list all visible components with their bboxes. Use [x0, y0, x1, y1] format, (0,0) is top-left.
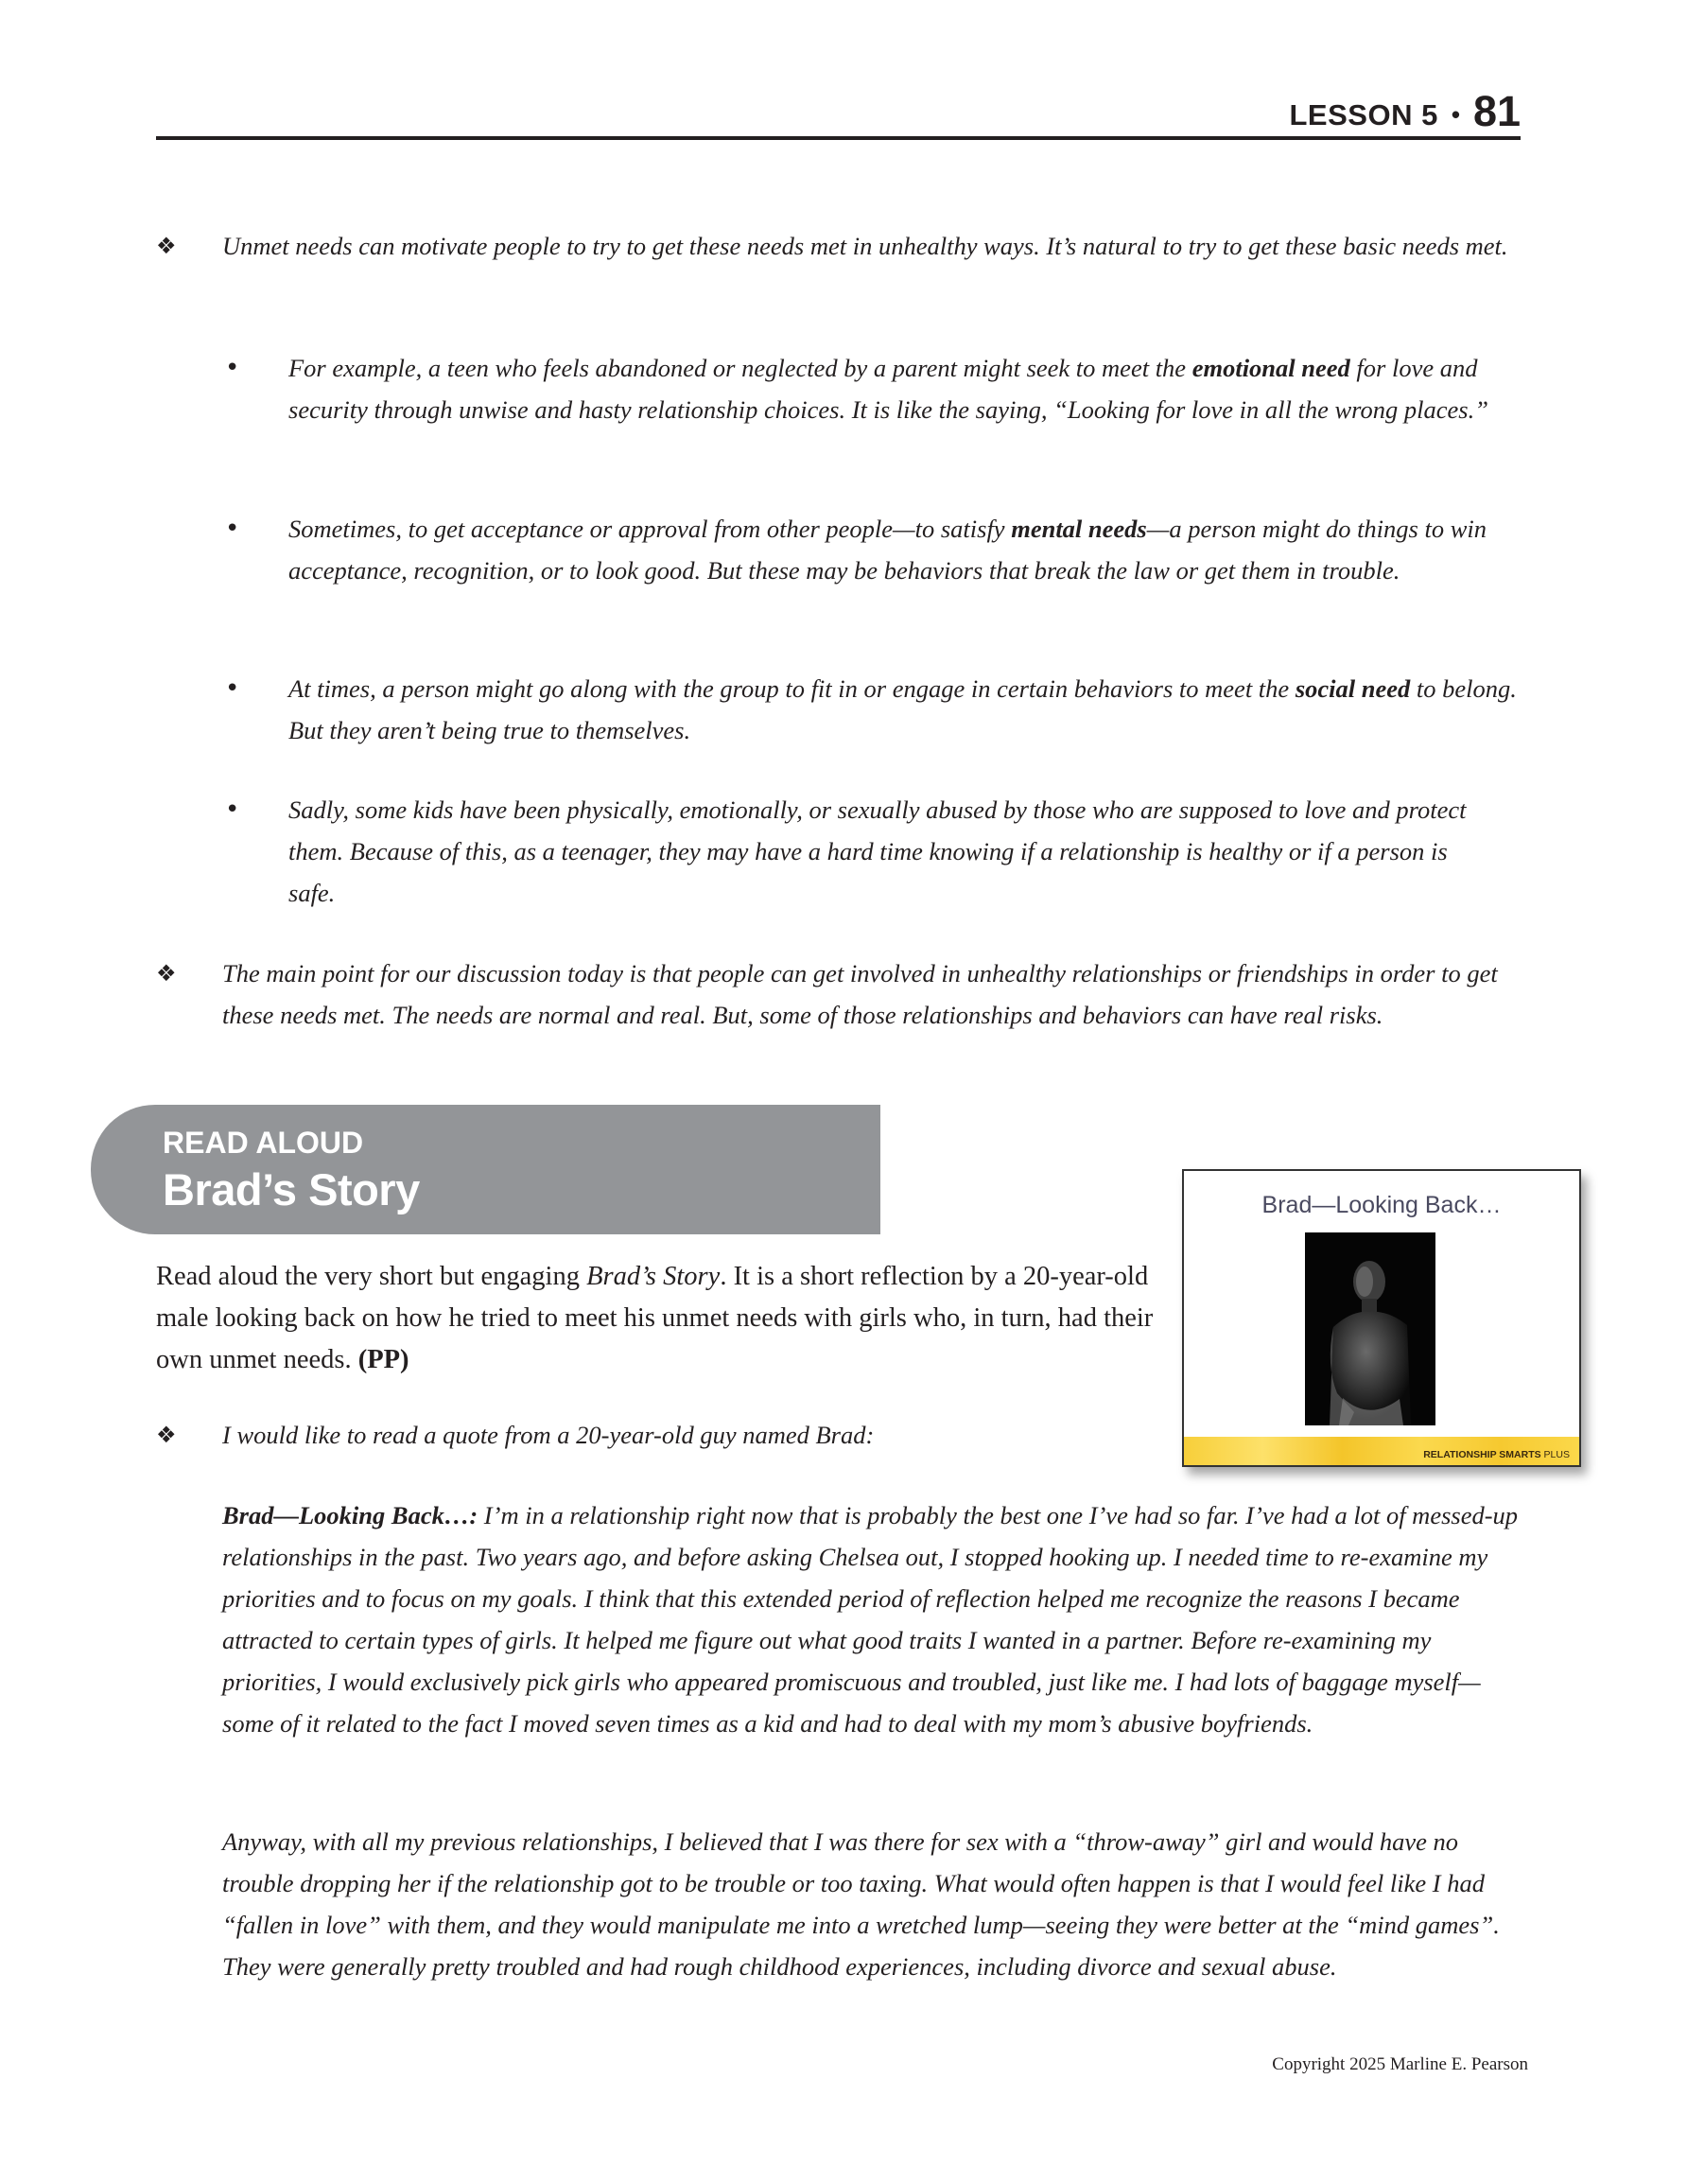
sub-bullet-mental-needs — [288, 508, 1527, 591]
text-segment: —a person might do things to win acceptance, recognition, or to look good. But these may be behaviors that break the law or get them in trouble. — [288, 515, 1487, 585]
portrait-photo — [1305, 1232, 1435, 1425]
emphasis: emotional need — [1191, 354, 1350, 382]
text-segment: . It is a short reflection by a 20-year-old male looking back on how he tried to meet his unmet needs with girls who, in turn, had their own unmet needs. — [156, 1262, 1154, 1374]
diamond-bullet-icon: ❖ — [156, 233, 177, 259]
copyright-notice: Copyright 2025 Marline E. Pearson — [1272, 2054, 1528, 2074]
story-title-italic: Brad’s Story — [586, 1262, 721, 1291]
text-segment: Read aloud the very short but engaging — [156, 1262, 587, 1291]
text-segment: for love and security through unwise and hasty relationship choices. It is like the saying, “Looking for love in all the wrong places.” — [288, 354, 1488, 424]
brand-name: RELATIONSHIP SMARTS — [1423, 1449, 1541, 1460]
bullet-dot-icon: • — [225, 515, 240, 543]
intro-paragraph — [156, 1256, 1158, 1381]
quote-label: Brad—Looking Back…: — [222, 1501, 478, 1529]
bullet-main-point: The main point for our discussion today is that people can get involved in unhealthy relationships or friendships in order to get these needs met. The needs are normal and real. But, some of those relationships and behaviors can have real risks. — [222, 959, 1498, 1029]
lesson-label: LESSON 5 — [1289, 98, 1438, 131]
quote-paragraph-1 — [222, 1494, 1527, 1744]
emphasis: social need — [1295, 674, 1411, 703]
bullet-dot-icon: • — [225, 354, 240, 382]
sub-bullet-social-need — [288, 668, 1527, 751]
brand-suffix: PLUS — [1540, 1449, 1570, 1460]
bullet-unmet-needs: Unmet needs can motivate people to try to get these needs met in unhealthy ways. It’s natural to try to get these basic needs met. — [222, 232, 1508, 260]
text-segment: Sometimes, to get acceptance or approval from other people—to satisfy — [288, 515, 1012, 543]
bullet-dot-icon: • — [225, 795, 240, 824]
bullet-dot-icon: • — [225, 674, 240, 703]
brand-logo — [1423, 1449, 1570, 1460]
sub-bullet-abuse — [288, 789, 1499, 914]
pp-marker: (PP) — [357, 1345, 409, 1374]
page-number: 81 — [1472, 87, 1521, 135]
banner-kicker: READ ALOUD — [163, 1126, 364, 1160]
quote-paragraph-2: Anyway, with all my previous relationships, I believed that I was there for sex with a “throw-away” girl and would have no trouble dropping her if the relationship got to be trouble or too taxing. What would often happen is that I would feel like I had “fallen in love” with them, and they would manipulate me into a wretched lump—seeing they were better at the “mind games”. They were generally pretty troubled and had rough childhood experiences, including divorce and sexual abuse. — [222, 1827, 1500, 1981]
banner-title: Brad’s Story — [163, 1164, 420, 1214]
text-segment: Sadly, some kids have been physically, emotionally, or sexually abused by those who are supposed to love and protect them. Because of this, as a teenager, they may have a hard time knowing if a relationship is healthy or if a person is safe. — [288, 795, 1467, 907]
text-segment: For example, a teen who feels abandoned or neglected by a parent might seek to meet the — [288, 354, 1192, 382]
text-segment: I’m in a relationship right now that is probably the best one I’ve had so far. I’ve had a lot of messed-up relationships in the past. Two years ago, and before asking Chelsea out, I stopped hooking up. I needed time to re-examine my priorities and to focus on my goals. I think that this extended period of reflection helped me recognize the reasons I became attracted to certain types of girls. It helped me figure out what good traits I wanted in a partner. Before re-examining my priorities, I would exclusively pick girls who appeared promiscuous and troubled, just like me. I had lots of baggage myself—some of it related to the fact I moved seven times as a kid and had to deal with my mom’s abusive boyfriends. — [222, 1501, 1519, 1738]
text-segment: to belong. But they aren’t being true to themselves. — [288, 674, 1517, 744]
emphasis: mental needs — [1011, 515, 1147, 543]
header-separator: • — [1451, 100, 1460, 129]
page-header — [156, 87, 1521, 140]
sub-bullet-emotional-need — [288, 347, 1527, 430]
slide-title: Brad—Looking Back… — [1261, 1192, 1502, 1218]
text-segment: At times, a person might go along with the group to fit in or engage in certain behaviors to meet the — [288, 674, 1296, 703]
diamond-bullet-icon: ❖ — [156, 1422, 177, 1448]
slide-thumbnail — [1182, 1169, 1581, 1467]
read-aloud-banner — [91, 1105, 880, 1234]
diamond-bullet-icon: ❖ — [156, 960, 177, 987]
quote-lead: I would like to read a quote from a 20-year-old guy named Brad: — [222, 1421, 875, 1449]
man-silhouette-icon — [1305, 1232, 1435, 1425]
